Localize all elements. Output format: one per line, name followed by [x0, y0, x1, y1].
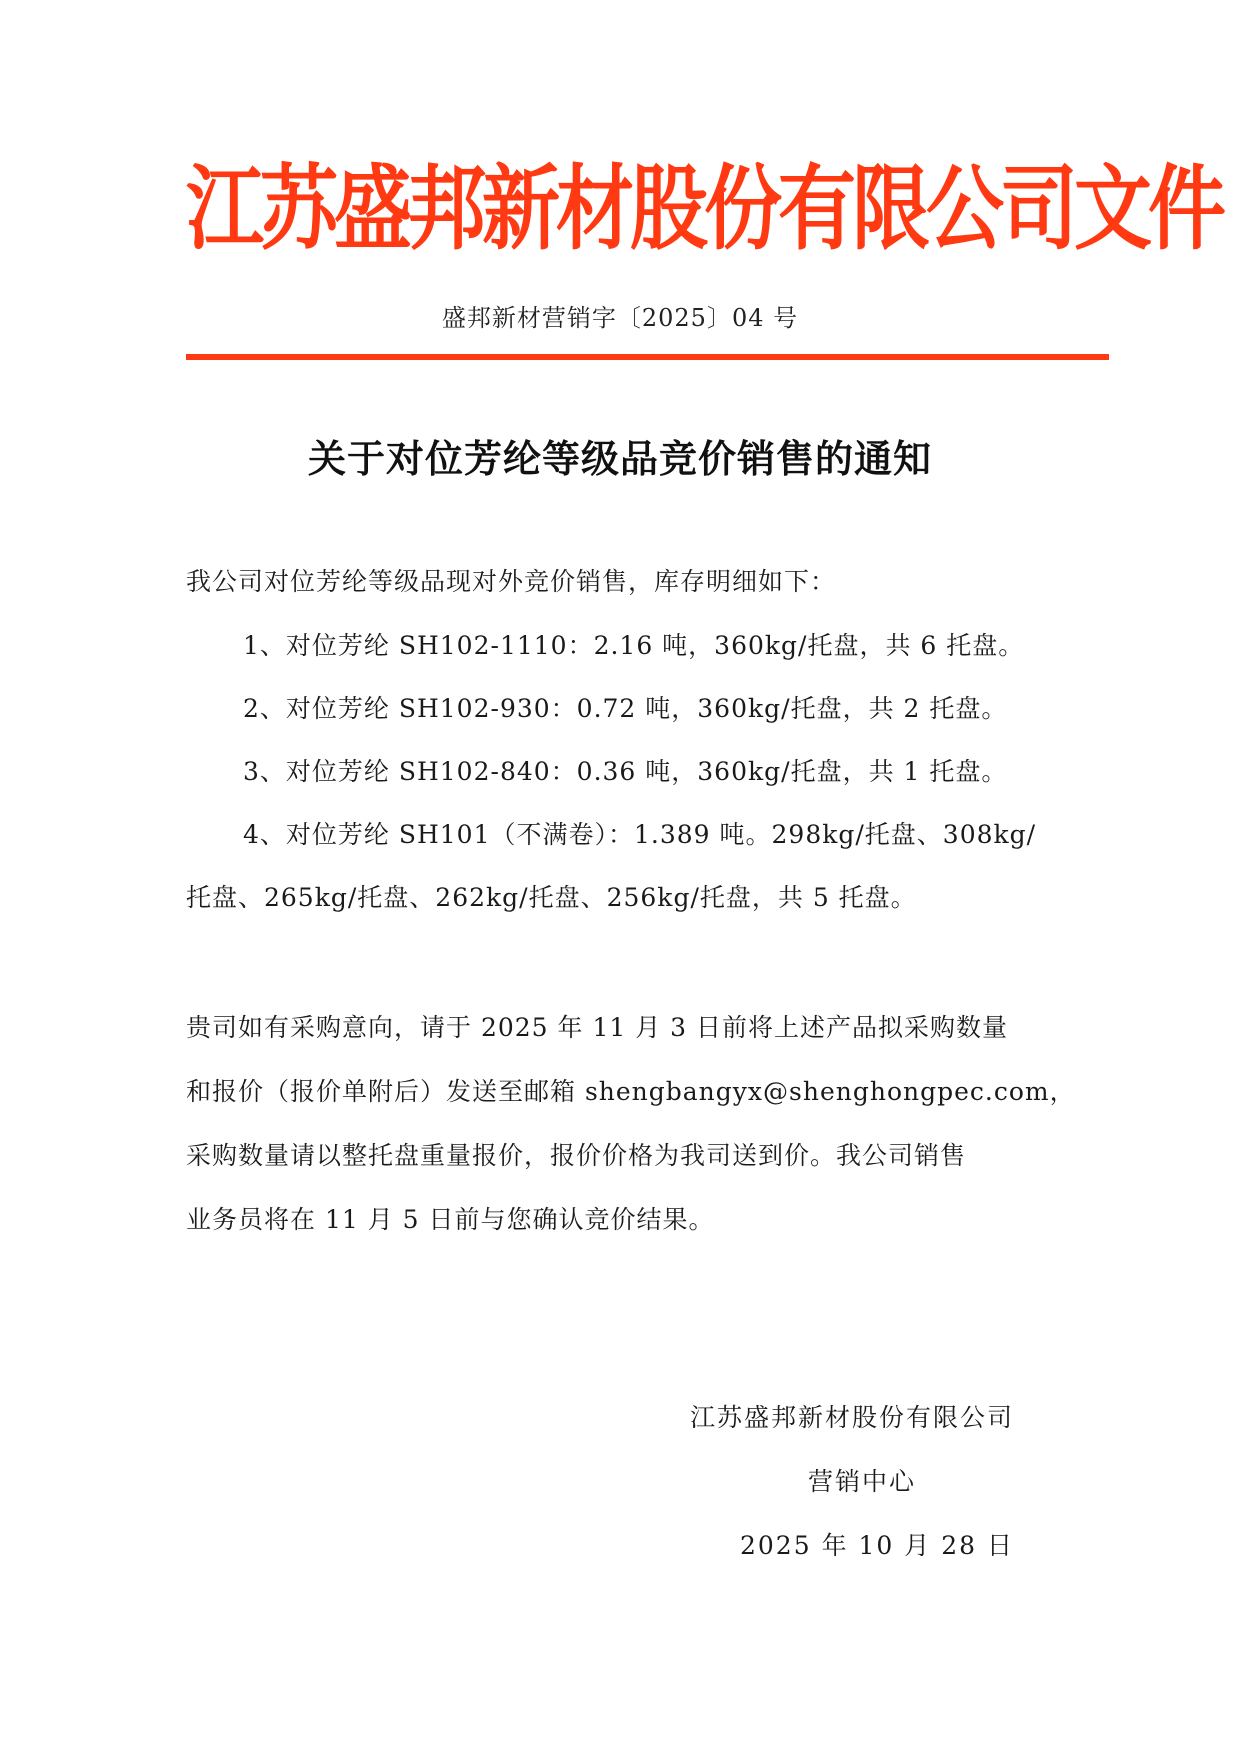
notice-title: 关于对位芳纶等级品竞价销售的通知 — [307, 437, 932, 481]
inventory-item-1: 1、对位芳纶 SH102-1110：2.16 吨，360kg/托盘，共 6 托盘。 — [243, 631, 1025, 660]
masthead-title: 江苏盛邦新材股份有限公司文件 — [186, 155, 1223, 264]
instruction-line-3: 采购数量请以整托盘重量报价，报价价格为我司送到价。我公司销售 — [186, 1141, 967, 1170]
instruction-line-1: 贵司如有采购意向，请于 2025 年 11 月 3 日前将上述产品拟采购数量 — [186, 1013, 1009, 1042]
intro-paragraph: 我公司对位芳纶等级品现对外竞价销售，库存明细如下： — [186, 567, 837, 596]
inventory-item-4: 4、对位芳纶 SH101（不满卷）：1.389 吨。298kg/托盘、308kg/ — [243, 820, 1037, 849]
instruction-line-2: 和报价（报价单附后）发送至邮箱 shengbangyx@shenghongpec.com， — [186, 1077, 1076, 1106]
inventory-item-4-continuation: 托盘、265kg/托盘、262kg/托盘、256kg/托盘，共 5 托盘。 — [186, 883, 917, 912]
signature-department: 营销中心 — [808, 1467, 917, 1496]
instruction-line-4: 业务员将在 11 月 5 日前与您确认竞价结果。 — [186, 1205, 715, 1234]
header-divider — [186, 354, 1109, 360]
inventory-item-2: 2、对位芳纶 SH102-930：0.72 吨，360kg/托盘，共 2 托盘。 — [243, 694, 1008, 723]
signature-company: 江苏盛邦新材股份有限公司 — [690, 1403, 1015, 1432]
document-number: 盛邦新材营销字〔2025〕04 号 — [441, 304, 799, 332]
inventory-item-3: 3、对位芳纶 SH102-840：0.36 吨，360kg/托盘，共 1 托盘。 — [243, 757, 1008, 786]
signature-date: 2025 年 10 月 28 日 — [740, 1531, 1014, 1560]
